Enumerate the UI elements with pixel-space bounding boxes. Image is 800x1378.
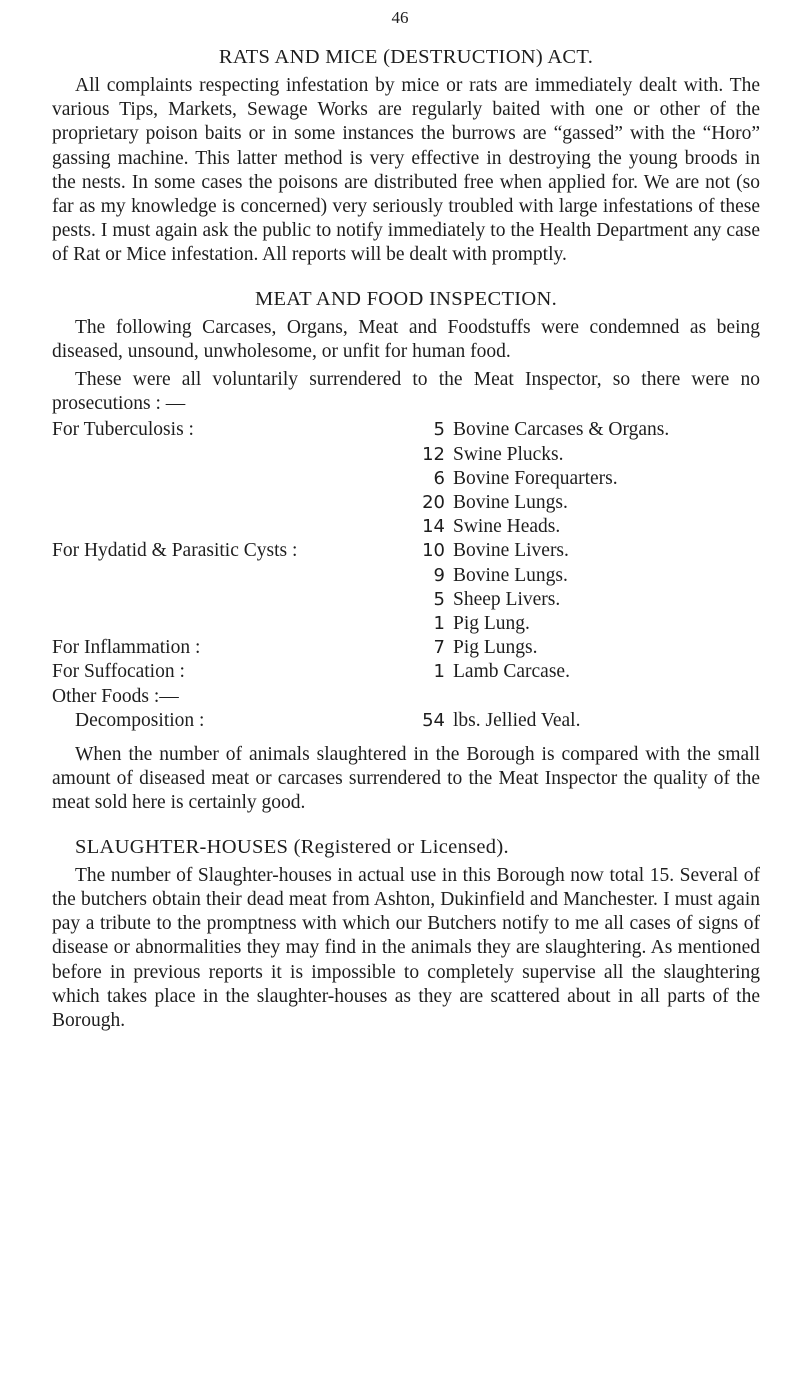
- meat-section: [52, 286, 760, 816]
- condemned-table: [52, 418, 760, 733]
- row-category: [52, 588, 413, 612]
- row-category: [52, 443, 413, 467]
- row-item: Bovine Livers.: [453, 540, 569, 562]
- row-category: [52, 612, 413, 636]
- table-row: [52, 515, 760, 539]
- row-quantity: 5: [433, 419, 445, 441]
- meat-section-title: MEAT AND FOOD INSPECTION.: [254, 287, 558, 310]
- row-quantity: 5: [433, 588, 445, 610]
- row-category: For Inflammation :: [52, 637, 201, 659]
- row-item: Bovine Lungs.: [453, 564, 568, 586]
- row-category: Other Foods :—: [52, 685, 179, 707]
- row-item: Bovine Lungs.: [453, 492, 568, 514]
- row-quantity: [413, 685, 453, 709]
- table-row: [52, 467, 760, 491]
- table-row: [52, 443, 760, 467]
- row-quantity: 12: [422, 443, 445, 465]
- row-quantity: 6: [433, 467, 445, 489]
- row-quantity: 1: [433, 613, 445, 635]
- table-row: [52, 539, 760, 563]
- rats-section: [52, 44, 760, 268]
- row-item: Sheep Livers.: [453, 588, 561, 610]
- row-quantity: 1: [433, 661, 445, 683]
- row-category: Decomposition :: [75, 709, 205, 731]
- table-row: [52, 660, 760, 684]
- slaughter-section-title: SLAUGHTER-HOUSES (Registered or Licensed).: [75, 835, 509, 858]
- row-item: Bovine Forequarters.: [453, 467, 618, 489]
- table-row: [52, 685, 760, 709]
- row-quantity: 7: [433, 637, 445, 659]
- row-item: Pig Lungs.: [453, 637, 538, 659]
- row-item: Swine Plucks.: [453, 443, 564, 465]
- row-item: Lamb Carcase.: [453, 661, 570, 683]
- table-row: [52, 491, 760, 515]
- table-row: [52, 636, 760, 660]
- page-number: 46: [391, 8, 409, 27]
- row-item: lbs. Jellied Veal.: [453, 709, 581, 731]
- row-item: Swine Heads.: [453, 516, 561, 538]
- row-category: [52, 491, 413, 515]
- row-quantity: 14: [422, 516, 445, 538]
- row-category: [52, 515, 413, 539]
- table-row: [52, 588, 760, 612]
- row-item: Bovine Carcases & Organs.: [453, 419, 670, 441]
- row-category: [52, 467, 413, 491]
- table-row: [52, 418, 760, 442]
- row-quantity: 54: [422, 709, 445, 731]
- meat-paragraph-1: The following Carcases, Organs, Meat and Foodstuffs were condemned as being diseased, unsound, unwholesome, or unfit for human food.: [52, 316, 760, 362]
- row-item: Pig Lung.: [453, 613, 530, 635]
- slaughter-section: [52, 834, 760, 1033]
- row-category: For Tuberculosis :: [52, 419, 194, 441]
- row-quantity: 10: [422, 540, 445, 562]
- table-row: [52, 709, 760, 733]
- meat-paragraph-3: When the number of animals slaughtered in the Borough is compared with the small amount of diseased meat or carcases surrendered to the Meat Inspector the quality of the meat sold here is certainly good.: [52, 744, 760, 814]
- rats-section-title: RATS AND MICE (DESTRUCTION) ACT.: [218, 46, 594, 68]
- table-row: [52, 612, 760, 636]
- row-quantity: 9: [433, 564, 445, 586]
- page-content: [52, 44, 760, 1051]
- row-category: For Suffocation :: [52, 661, 185, 683]
- row-category: [52, 564, 413, 588]
- row-quantity: 20: [422, 492, 445, 514]
- row-category: For Hydatid & Parasitic Cysts :: [52, 540, 298, 562]
- slaughter-paragraph: The number of Slaughter-houses in actual use in this Borough now total 15. Several of the butchers obtain their dead meat from Ashton, Dukinfield and Manchester. I must again pay a tribute to the promptness with which our Butchers notify to me all cases of signs of disease or abnormalities they may find in the animals they are slaughtering. As mentioned before in previous reports it is impossible to completely supervise all the slaughtering which takes place in the slaughter-houses as they are scattered about in all parts of the Borough.: [52, 864, 760, 1031]
- table-row: [52, 564, 760, 588]
- rats-paragraph: All complaints respecting infestation by mice or rats are immediately dealt with. The various Tips, Markets, Sewage Works are regularly baited with one or other of the proprietary poison baits or in some instances the burrows are “gassed” with the “Horo” gassing machine. This latter method is very effective in destroying the young broods in the nests. In some cases the poisons are distributed free when applied for. We are not (so far as my knowledge is concerned) very seriously troubled with large infestations of these pests. I must again ask the public to notify immediately to the Health Department any case of Rat or Mice infestation. All reports will be dealt with promptly.: [52, 75, 760, 266]
- meat-paragraph-2: These were all voluntarily surrendered to the Meat Inspector, so there were no prosecutions : —: [52, 369, 760, 415]
